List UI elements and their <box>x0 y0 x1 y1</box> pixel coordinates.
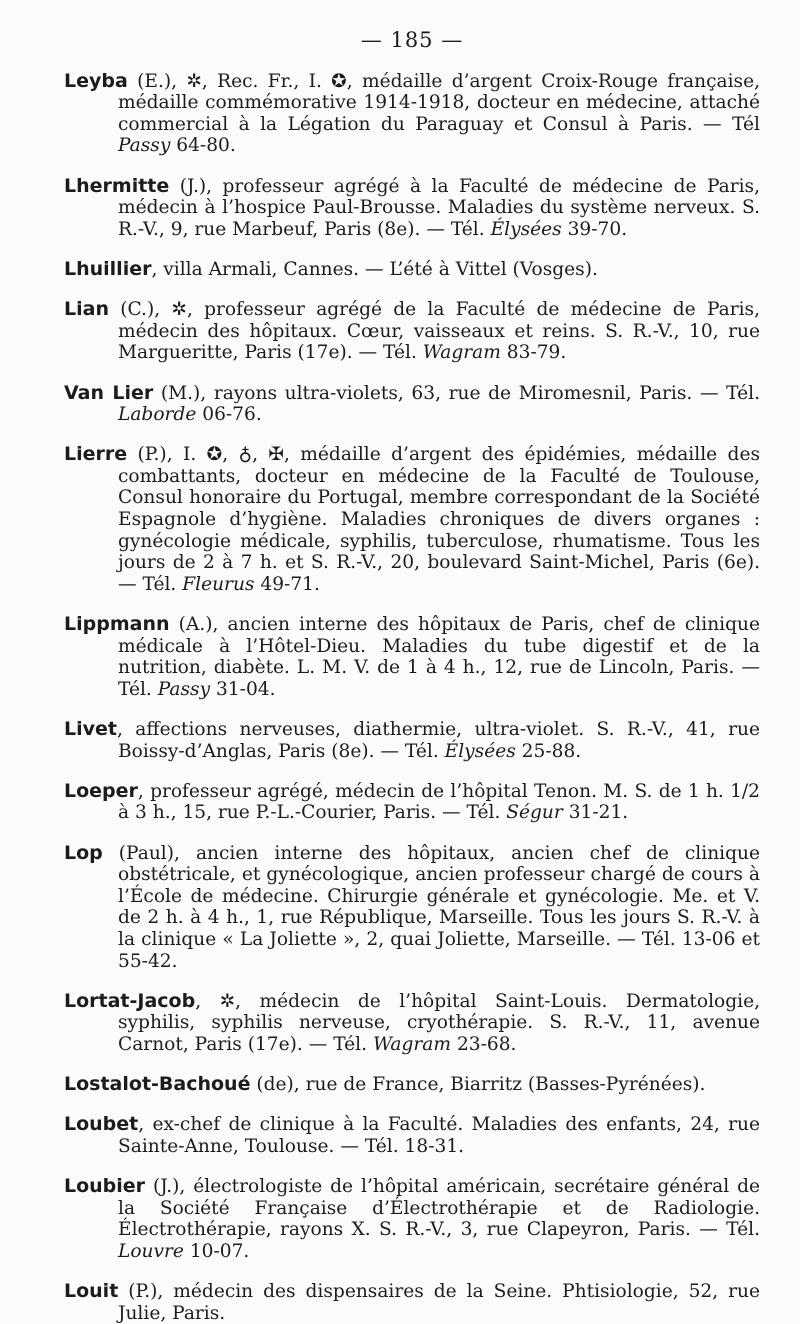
directory-entry <box>64 1176 760 1262</box>
entry-details: (A.), ancien interne des hôpitaux de Paris, chef de clinique médicale à l’Hôtel-Dieu. Maladies du tube digestif et de la nutrition, diabète. L. M. V. de 1 à 4 h., 12, rue de Lincoln, Paris. — Tél. <box>118 614 760 700</box>
entry-name: Livet <box>64 718 117 740</box>
entry-exchange: Élysées <box>490 218 562 240</box>
entry-name: Leyba <box>64 69 128 92</box>
entry-phone: 64-80. <box>170 135 236 157</box>
entry-name: Lhuillier <box>64 257 152 280</box>
entry-name: Lortat-Jacob <box>64 989 196 1012</box>
entry-name: Lostalot-Bachoué <box>64 1073 251 1096</box>
entry-details: (C.), ✲, professeur agrégé de la Faculté de médecine de Paris, médecin des hôpitaux. Cœur, vaisseaux et reins. S. R.-V., 10, rue Margueritte, Paris (17e). — Tél. <box>108 299 760 364</box>
entry-phone: 31-21. <box>562 802 629 824</box>
entry-exchange: Wagram <box>422 342 501 364</box>
entry-phone: 10-07. <box>183 1240 250 1262</box>
entry-exchange: Wagram <box>372 1033 452 1055</box>
entry-name: Lhermitte <box>64 174 170 197</box>
entry-phone: 23-68. <box>451 1033 517 1055</box>
directory-entry <box>64 71 760 157</box>
entry-details: (J.), électrologiste de l’hôpital américain, secrétaire général de la Société Française d’Électrothérapie et de Radiologie. Électrothérapie, rayons X. S. R.-V., 3, rue Clapeyron, Paris. — Tél. <box>118 1176 760 1241</box>
entry-phone: 31-04. <box>210 678 276 700</box>
entry-exchange: Fleurus <box>182 573 255 595</box>
entry-details: , professeur agrégé, médecin de l’hôpital Tenon. M. S. de 1 h. 1/2 à 3 h., 15, rue P.-L.-Courier, Paris. — Tél. <box>118 780 760 824</box>
entry-phone: 49-71. <box>254 573 320 595</box>
directory-entry <box>64 843 760 973</box>
directory-entry <box>64 1281 760 1324</box>
entry-name: Louit <box>64 1280 119 1303</box>
directory-entry <box>64 1114 760 1157</box>
entry-phone: 25-88. <box>515 740 582 762</box>
entry-phone: 06-76. <box>196 404 262 426</box>
page-number: — 185 — <box>360 28 464 52</box>
entry-name: Lian <box>64 298 109 321</box>
entry-name: Loubet <box>64 1113 139 1136</box>
entry-details: (M.), rayons ultra-violets, 63, rue de Miromesnil, Paris. — Tél. <box>153 382 760 404</box>
entry-name: Loubier <box>64 1175 146 1198</box>
directory-entry <box>64 259 760 281</box>
entry-details: (J.), professeur agrégé à la Faculté de médecine de Paris, médecin à l’hospice Paul-Brousse. Maladies du système nerveux. S. R.-V., 9, rue Marbeuf, Paris (8e). — Tél. <box>118 175 760 240</box>
directory-entry <box>64 614 760 700</box>
entry-name: Lop <box>64 841 103 864</box>
entry-phone: 83-79. <box>500 342 567 364</box>
directory-entry <box>64 1074 760 1096</box>
entry-exchange: Passy <box>118 135 171 157</box>
entry-details: (E.), ✲, Rec. Fr., I. ✪, médaille d’argent Croix-Rouge française, médaille commémorative 1914-1918, docteur en médecine, attaché commercial à la Légation du Paraguay et Consul à Paris. — Tél <box>118 70 760 135</box>
entry-details: (P.), I. ✪, ♁, ✠, médaille d’argent des épidémies, médaille des combattants, docteur en médecine de la Faculté de Toulouse, Consul honoraire du Portugal, membre correspondant de la Société Espagnole d’hygiène. Maladies chroniques de divers organes : gynécologie médicale, syphilis, tuberculose, rhumatisme. Tous les jours de 2 à 7 h. et S. R.-V., 20, boulevard Saint-Michel, Paris (6e). — Tél. <box>118 444 760 595</box>
entry-details: , villa Armali, Cannes. — L’été à Vittel (Vosges). <box>151 258 598 280</box>
entry-exchange: Laborde <box>118 404 197 426</box>
entry-name: Lierre <box>64 443 128 466</box>
entry-name: Loeper <box>64 779 138 802</box>
directory-entry <box>64 176 760 241</box>
directory-entry <box>64 991 760 1056</box>
entry-exchange: Ségur <box>506 802 563 824</box>
directory-entry <box>64 383 760 426</box>
entry-name: Van Lier <box>64 381 154 404</box>
entry-details: (Paul), ancien interne des hôpitaux, ancien chef de clinique obstétricale, et gynécologique, ancien professeur chargé de cours à l’École de médecine. Chirurgie générale et gynécologie. Me. et V. de 2 h. à 4 h., 1, rue République, Marseille. Tous les jours S. R.-V. à la clinique « La Joliette », 2, quai Joliette, Marseille. — Tél. 13-06 et 55-42. <box>102 842 760 972</box>
entry-phone: 39-70. <box>561 218 628 240</box>
entry-name: Lippmann <box>64 613 170 636</box>
entry-exchange: Louvre <box>118 1240 184 1262</box>
directory-entry <box>64 444 760 595</box>
entry-exchange: Passy <box>157 678 211 700</box>
entry-details: (P.), médecin des dispensaires de la Seine. Phtisiologie, 52, rue Julie, Paris. <box>118 1281 760 1324</box>
directory-entry <box>64 719 760 762</box>
directory-entry <box>64 299 760 364</box>
entry-details: , affections nerveuses, diathermie, ultra-violet. S. R.-V., 41, rue Boissy-d’Anglas, Paris (8e). — Tél. <box>116 719 760 762</box>
entry-details: (de), rue de France, Biarritz (Basses-Pyrénées). <box>250 1074 706 1096</box>
directory-entry <box>64 781 760 824</box>
entry-details: , ✲, médecin de l’hôpital Saint-Louis. Dermatologie, syphilis, syphilis nerveuse, cryothérapie. S. R.-V., 11, avenue Carnot, Paris (17e). — Tél. <box>118 990 760 1055</box>
entry-exchange: Élysées <box>444 740 516 762</box>
entry-list <box>64 71 760 1324</box>
entry-details: , ex-chef de clinique à la Faculté. Maladies des enfants, 24, rue Sainte-Anne, Toulouse. — Tél. 18-31. <box>118 1114 760 1157</box>
